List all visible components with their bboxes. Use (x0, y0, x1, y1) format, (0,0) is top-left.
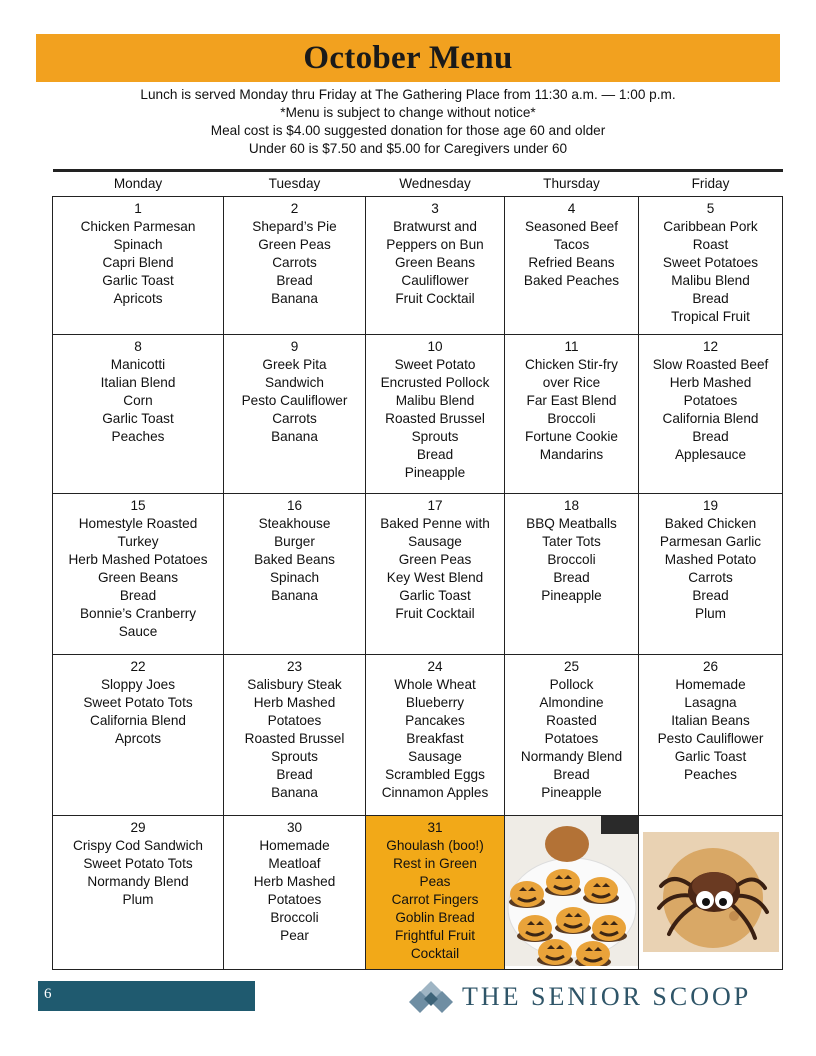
halloween-sliders-image-cell (505, 816, 639, 970)
newsletter-brand (408, 978, 751, 1016)
menu-item: Sweet Potato Tots (83, 856, 193, 871)
menu-item: Bread (553, 570, 590, 585)
menu-item: Roasted (546, 713, 597, 728)
day-cell (224, 197, 366, 335)
menu-item: Potatoes (683, 393, 738, 408)
menu-item: Homemade (675, 677, 746, 692)
menu-item: Sweet Potatoes (662, 255, 759, 270)
day-number: 24 (427, 659, 443, 674)
menu-item: Bonnie’s Cranberry (79, 606, 197, 621)
menu-item: Lasagna (684, 695, 737, 710)
menu-item: Potatoes (267, 713, 322, 728)
intro-line-notice: *Menu is subject to change without notice* (280, 105, 536, 120)
menu-item: Pesto Cauliflower (241, 393, 348, 408)
menu-item: Broccoli (547, 411, 596, 426)
menu-item: Corn (123, 393, 153, 408)
menu-item: Steakhouse (258, 516, 331, 531)
menu-item: Aprcots (114, 731, 162, 746)
diamond-logo-icon (408, 980, 454, 1014)
menu-item: Herb Mashed (253, 874, 336, 889)
menu-item: Ghoulash (boo!) (386, 838, 484, 853)
menu-item: Baked Beans (254, 552, 335, 567)
menu-item: Sandwich (265, 375, 324, 390)
menu-item: Broccoli (270, 910, 319, 925)
menu-item: Bread (119, 588, 157, 603)
menu-item: Pancakes (405, 713, 465, 728)
menu-item: Roasted Brussel (385, 411, 485, 426)
day-cell (366, 197, 505, 335)
menu-item: Bread (692, 588, 729, 603)
menu-item: Potatoes (267, 892, 322, 907)
menu-item: Encrusted Pollock (380, 375, 490, 390)
day-number: 11 (564, 339, 579, 354)
day-cell (505, 494, 639, 655)
day-cell (366, 335, 505, 494)
menu-item: Bread (553, 767, 590, 782)
day-cell (224, 335, 366, 494)
day-cell (639, 655, 783, 816)
menu-item: BBQ Meatballs (526, 516, 617, 531)
intro-line-under-60: Under 60 is $7.50 and $5.00 for Caregivers under 60 (248, 141, 568, 156)
menu-item: Pollock (549, 677, 594, 692)
week-row (53, 816, 783, 970)
menu-item: Greek Pita (262, 357, 327, 372)
menu-item: California Blend (662, 411, 759, 426)
menu-item: Fruit Cocktail (395, 606, 475, 621)
header-thursday: Thursday (505, 171, 639, 197)
menu-item: Sprouts (411, 429, 459, 444)
menu-item: Herb Mashed (669, 375, 752, 390)
menu-item: Normandy Blend (520, 749, 623, 764)
menu-item: Whole Wheat (394, 677, 476, 692)
day-number: 5 (706, 201, 715, 216)
day-number: 15 (130, 498, 146, 513)
weekday-header-row (53, 171, 783, 197)
menu-item: Chicken Stir-fry (525, 357, 618, 372)
menu-item: Far East Blend (526, 393, 617, 408)
menu-item: Peppers on Bun (386, 237, 484, 252)
menu-item: Green Peas (258, 237, 331, 252)
menu-item: Cocktail (410, 946, 460, 961)
menu-item: Chicken Parmesan (80, 219, 196, 234)
menu-item: Bread (692, 291, 729, 306)
day-number: 23 (286, 659, 303, 674)
menu-item: Tropical Fruit (671, 309, 750, 324)
menu-item: Breakfast (406, 731, 464, 746)
spider-cookie-photo (639, 816, 782, 966)
day-cell (366, 816, 505, 970)
day-number: 16 (286, 498, 303, 513)
menu-item: Salisbury Steak (247, 677, 342, 692)
menu-item: Goblin Bread (395, 910, 475, 925)
menu-item: Banana (271, 291, 318, 306)
day-cell (505, 655, 639, 816)
menu-item: Crispy Cod Sandwich (73, 838, 203, 853)
day-number: 25 (563, 659, 580, 674)
menu-item: Homestyle Roasted (78, 516, 198, 531)
menu-item: Carrot Fingers (391, 892, 479, 907)
day-cell (53, 335, 224, 494)
menu-item: Apricots (113, 291, 163, 306)
day-cell (53, 197, 224, 335)
menu-item: Bread (692, 429, 729, 444)
day-cell (224, 655, 366, 816)
menu-item: Burger (274, 534, 315, 549)
menu-item: Fortune Cookie (525, 429, 618, 444)
week-row (53, 494, 783, 655)
menu-item: Carrots (272, 411, 317, 426)
day-number: 1 (134, 201, 142, 216)
menu-item: Bread (276, 273, 313, 288)
menu-item: Broccoli (547, 552, 596, 567)
page-title: October Menu (303, 39, 513, 76)
menu-item: Carrots (272, 255, 317, 270)
menu-item: over Rice (542, 375, 601, 390)
menu-item: Spinach (269, 570, 320, 585)
menu-item: Almondine (539, 695, 604, 710)
menu-item: Slow Roasted Beef (652, 357, 769, 372)
menu-item: Cinnamon Apples (381, 785, 489, 800)
menu-item: Green Beans (394, 255, 476, 270)
week-row (53, 335, 783, 494)
menu-item: Plum (695, 606, 726, 621)
menu-item: Fruit Cocktail (395, 291, 475, 306)
menu-item: Pineapple (541, 785, 602, 800)
week-row (53, 655, 783, 816)
menu-item: Bratwurst and (393, 219, 477, 234)
day-cell (53, 816, 224, 970)
menu-item: Spinach (113, 237, 163, 252)
menu-item: Cauliflower (401, 273, 469, 288)
menu-item: Herb Mashed (253, 695, 336, 710)
day-number: 10 (427, 339, 443, 354)
day-cell (639, 197, 783, 335)
menu-item: Pineapple (541, 588, 602, 603)
menu-item: Banana (271, 429, 318, 444)
day-number: 3 (431, 201, 439, 216)
header-monday: Monday (53, 171, 224, 197)
menu-item: Malibu Blend (395, 393, 475, 408)
day-cell (505, 197, 639, 335)
day-number: 8 (134, 339, 142, 354)
menu-item: Potatoes (544, 731, 599, 746)
menu-item: Mashed Potato (664, 552, 757, 567)
day-cell (53, 655, 224, 816)
day-number: 31 (427, 820, 443, 835)
menu-item: Garlic Toast (399, 588, 471, 603)
menu-item: Sweet Potato (394, 357, 476, 372)
menu-item: Peaches (111, 429, 165, 444)
menu-item: Sloppy Joes (100, 677, 176, 692)
page-number-bar (38, 981, 255, 1011)
intro-line-cost: Meal cost is $4.00 suggested donation for those age 60 and older (210, 123, 606, 138)
day-number: 4 (567, 201, 576, 216)
day-cell (505, 335, 639, 494)
menu-item: Caribbean Pork (663, 219, 758, 234)
menu-item: Banana (271, 785, 318, 800)
intro-text (36, 86, 780, 158)
page-number: 6 (44, 986, 52, 1002)
day-number: 26 (702, 659, 719, 674)
day-cell (366, 494, 505, 655)
menu-item: Plum (122, 892, 154, 907)
menu-item: Mandarins (539, 447, 604, 462)
menu-item: Bread (416, 447, 454, 462)
menu-item: Garlic Toast (102, 273, 174, 288)
menu-item: Turkey (117, 534, 159, 549)
day-cell (53, 494, 224, 655)
menu-item: Tacos (553, 237, 590, 252)
menu-item: Italian Blend (100, 375, 176, 390)
menu-item: Garlic Toast (674, 749, 747, 764)
menu-item: Italian Beans (671, 713, 750, 728)
menu-item: Baked Penne with (380, 516, 490, 531)
menu-item: Roast (692, 237, 729, 252)
day-number: 18 (563, 498, 580, 513)
menu-calendar (52, 169, 783, 970)
menu-item: Refried Beans (528, 255, 615, 270)
spider-cookie-image-cell (639, 816, 783, 970)
menu-item: Manicotti (110, 357, 166, 372)
day-cell (639, 494, 783, 655)
menu-item: Peas (419, 874, 451, 889)
day-cell (639, 335, 783, 494)
day-cell (224, 494, 366, 655)
menu-item: Sweet Potato Tots (83, 695, 193, 710)
menu-item: Sausage (408, 534, 462, 549)
menu-item: Tater Tots (542, 534, 601, 549)
menu-item: Homemade (259, 838, 330, 853)
week-row (53, 197, 783, 335)
menu-item: Green Beans (97, 570, 179, 585)
header-wednesday: Wednesday (366, 171, 505, 197)
menu-item: Normandy Blend (87, 874, 189, 889)
day-number: 22 (130, 659, 146, 674)
menu-item: Peaches (684, 767, 737, 782)
day-number: 30 (286, 820, 303, 835)
menu-item: Baked Chicken (664, 516, 757, 531)
menu-item: Applesauce (674, 447, 747, 462)
menu-item: Carrots (688, 570, 733, 585)
day-number: 29 (130, 820, 146, 835)
day-number: 19 (702, 498, 719, 513)
day-number: 9 (290, 339, 299, 354)
menu-item: Frightful Fruit (394, 928, 476, 943)
menu-item: Pear (280, 928, 309, 943)
brand-name: THE SENIOR SCOOP (462, 982, 752, 1011)
menu-item: Garlic Toast (102, 411, 174, 426)
header-tuesday: Tuesday (224, 171, 366, 197)
menu-item: Seasoned Beef (525, 219, 618, 234)
menu-item: California Blend (90, 713, 186, 728)
menu-item: Parmesan Garlic (659, 534, 762, 549)
menu-item: Sauce (118, 624, 158, 639)
day-cell (366, 655, 505, 816)
menu-item: Scrambled Eggs (385, 767, 485, 782)
menu-item: Bread (276, 767, 313, 782)
menu-item: Rest in Green (393, 856, 477, 871)
menu-item: Malibu Blend (671, 273, 750, 288)
day-cell (224, 816, 366, 970)
menu-item: Key West Blend (386, 570, 484, 585)
jack-o-lantern-sliders-photo (505, 816, 638, 966)
menu-item: Shepard’s Pie (252, 219, 337, 234)
menu-item: Sausage (408, 749, 462, 764)
menu-item: Roasted Brussel (244, 731, 345, 746)
menu-item: Meatloaf (268, 856, 321, 871)
day-number: 12 (702, 339, 719, 354)
menu-item: Blueberry (405, 695, 465, 710)
menu-item: Sprouts (271, 749, 318, 764)
day-number: 2 (290, 201, 299, 216)
header-friday: Friday (639, 171, 783, 197)
menu-item: Capri Blend (102, 255, 174, 270)
menu-item: Banana (271, 588, 318, 603)
menu-item: Pesto Cauliflower (657, 731, 764, 746)
intro-line-schedule: Lunch is served Monday thru Friday at The Gathering Place from 11:30 a.m. — 1:00 p.m. (140, 87, 676, 102)
menu-item: Herb Mashed Potatoes (68, 552, 208, 567)
menu-item: Green Peas (398, 552, 472, 567)
menu-item: Pineapple (404, 465, 466, 480)
title-banner (36, 34, 780, 82)
day-number: 17 (427, 498, 443, 513)
menu-item: Baked Peaches (523, 273, 620, 288)
